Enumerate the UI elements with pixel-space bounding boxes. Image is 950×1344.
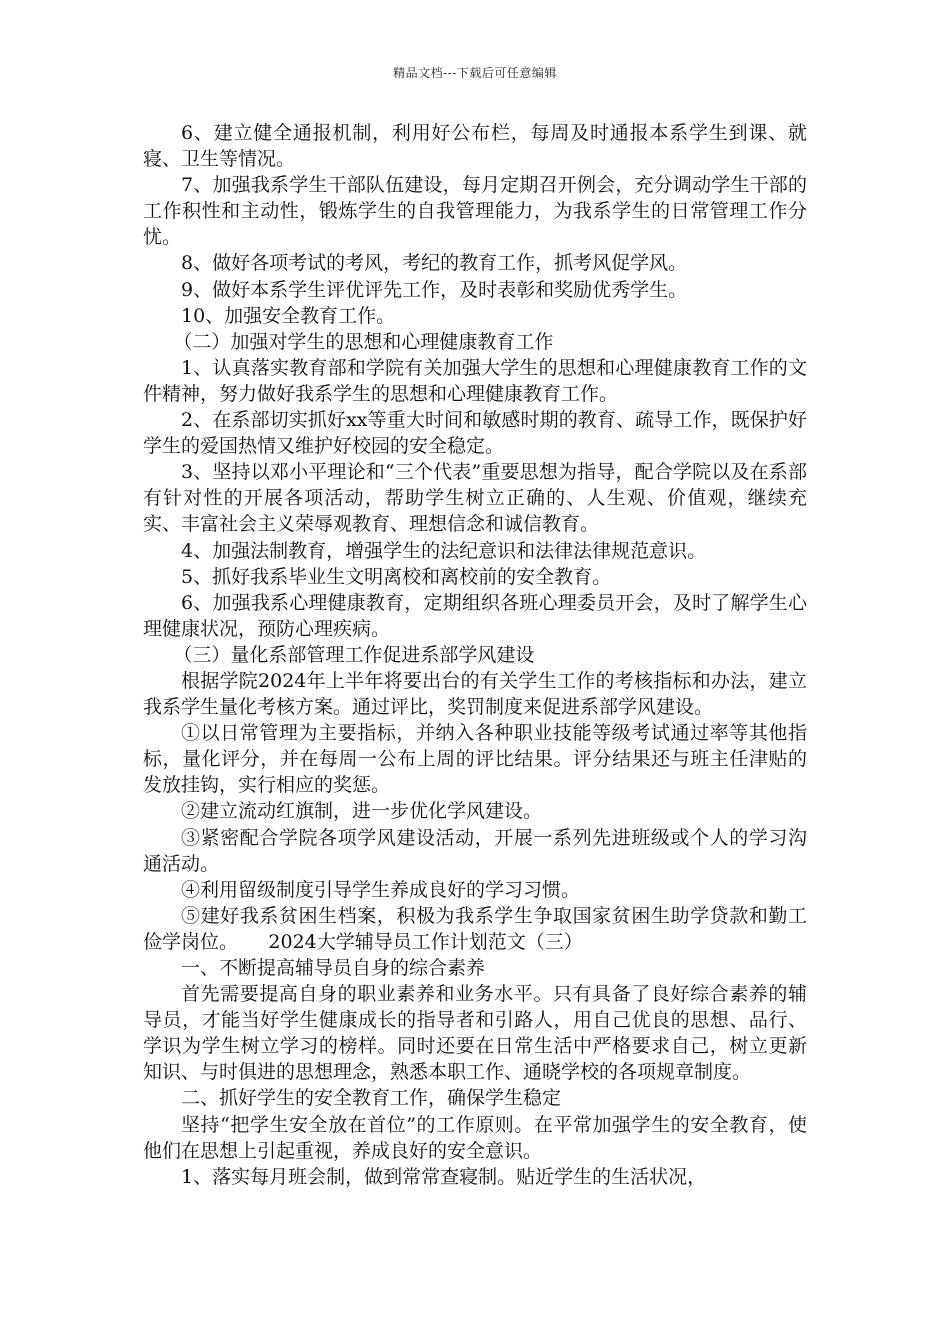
paragraph: 1、认真落实教育部和学院有关加强大学生的思想和心理健康教育工作的文件精神，努力做好我系学生的思想和心理健康教育工作。 [143, 356, 807, 405]
paragraph: 6、加强我系心理健康教育，定期组织各班心理委员开会，及时了解学生心理健康状况，预防心理疾病。 [143, 591, 807, 640]
article-title: 2024大学辅导员工作计划范文（三） [268, 930, 583, 953]
paragraph: ①以日常管理为主要指标，并纳入各种职业技能等级考试通过率等其他指标，量化评分，并在每周一公布上周的评比结果。评分结果还与班主任津贴的发放挂钩，实行相应的奖惩。 [143, 722, 807, 797]
paragraph: 4、加强法制教育，增强学生的法纪意识和法律法律规范意识。 [181, 539, 707, 562]
paragraph: 9、做好本系学生评优评先工作，及时表彰和奖励优秀学生。 [181, 278, 688, 301]
paragraph [143, 903, 807, 955]
paragraph: ②建立流动红旗制，进一步优化学风建设。 [181, 800, 543, 823]
paragraph: 坚持“把学生安全放在首位”的工作原则。在平常加强学生的安全教育，使他们在思想上引起重视，养成良好的安全意识。 [143, 1113, 807, 1162]
page-header: 精品文档---下载后可任意编辑 [393, 66, 557, 80]
paragraph: 5、抓好我系毕业生文明离校和离校前的安全教育。 [181, 565, 612, 588]
section-heading: （三）量化系部管理工作促进系部学风建设 [173, 643, 535, 666]
paragraph-text: ⑤建好我系贫困生档案，积极为我系学生争取国家贫困生助学贷款和勤工俭学岗位。 [143, 904, 807, 953]
paragraph: 8、做好各项考试的考风，考纪的教育工作，抓考风促学风。 [181, 252, 688, 275]
paragraph: 7、加强我系学生干部队伍建设，每月定期召开例会，充分调动学生干部的工作积性和主动性，锻炼学生的自我管理能力，为我系学生的日常管理工作分忧。 [143, 174, 807, 249]
paragraph: ③紧密配合学院各项学风建设活动，开展一系列先进班级或个人的学习沟通活动。 [143, 826, 807, 875]
paragraph: 2、在系部切实抓好xx等重大时间和敏感时期的教育、疏导工作，既保护好学生的爱国热情又维护好校园的安全稳定。 [143, 409, 807, 458]
paragraph: 3、坚持以邓小平理论和“三个代表”重要思想为指导，配合学院以及在系部有针对性的开展各项活动，帮助学生树立正确的、人生观、价值观，继续充实、丰富社会主义荣辱观教育、理想信念和诚信教育。 [143, 461, 807, 536]
paragraph: ④利用留级制度引导学生养成良好的学习习惯。 [181, 878, 581, 901]
paragraph: 根据学院2024年上半年将要出台的有关学生工作的考核指标和办法，建立我系学生量化考核方案。通过评比，奖罚制度来促进系部学风建设。 [143, 669, 807, 719]
section-heading: 二、抓好学生的安全教育工作，确保学生稳定 [181, 1087, 562, 1110]
paragraph: 1、落实每月班会制，做到常常查寝制。贴近学生的生活状况， [181, 1165, 707, 1188]
paragraph: 10、加强安全教育工作。 [181, 304, 396, 327]
section-heading: （二）加强对学生的思想和心理健康教育工作 [173, 330, 554, 353]
paragraph: 首先需要提高自身的职业素养和业务水平。只有具备了良好综合素养的辅导员，才能当好学生健康成长的指导者和引路人，用自己优良的思想、品行、学识为学生树立学习的榜样。同时还要在日常生活中严格要求自己，树立更新知识、与时俱进的思想理念，熟悉本职工作、通晓学校的各项规章制度。 [143, 983, 807, 1084]
section-heading: 一、不断提高辅导员自身的综合素养 [181, 957, 486, 979]
paragraph: 6、建立健全通报机制，利用好公布栏，每周及时通报本系学生到课、就寝、卫生等情况。 [143, 122, 807, 171]
document-body [143, 120, 807, 1190]
